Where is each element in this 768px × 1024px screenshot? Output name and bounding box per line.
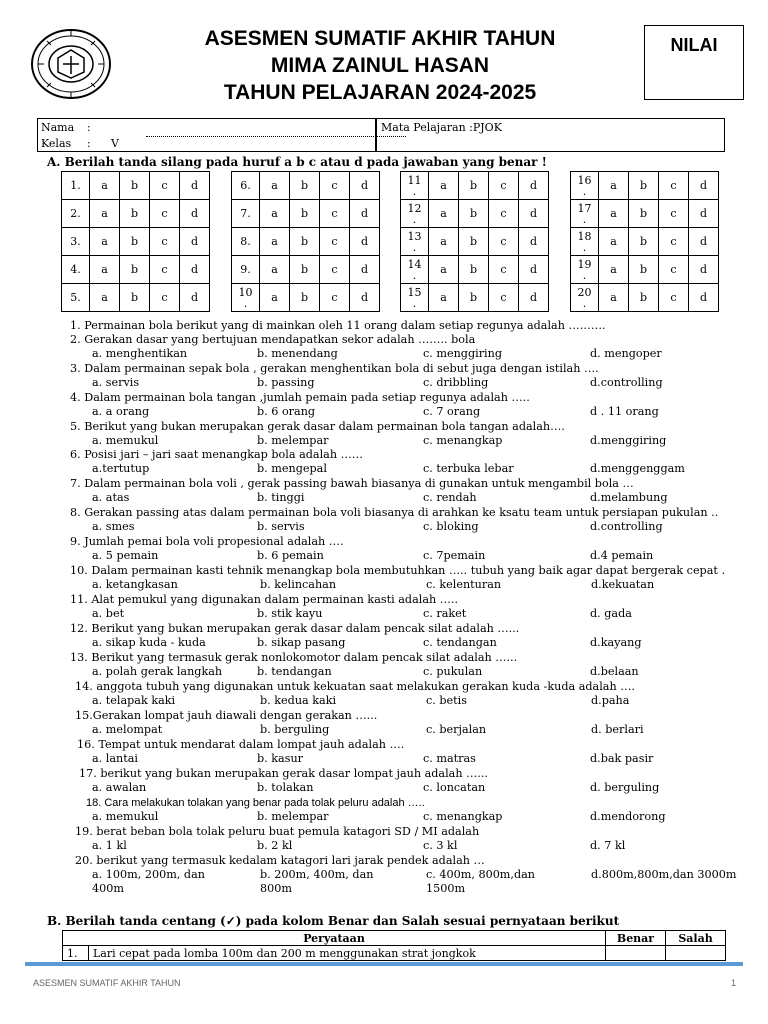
answer-option[interactable]: c [320,256,350,284]
question-option-continued: 800m [260,882,292,895]
question-text: 3. Dalam permainan sepak bola , gerakan menghentikan bola di sebut juga dengan istilah …. [70,362,599,375]
answer-option[interactable]: a [260,256,290,284]
answer-number: 4. [62,256,90,284]
answer-option[interactable]: c [659,172,689,200]
answer-option[interactable]: d [180,200,210,228]
question-option: b. servis [257,520,305,533]
answer-option[interactable]: d [519,200,549,228]
answer-option[interactable]: c [489,284,519,312]
question-option: b. melempar [257,810,329,823]
question-option: d. 7 kl [590,839,626,852]
question-option-continued: 400m [92,882,124,895]
question-text: 7. Dalam permainan bola voli , gerak passing bawah biasanya di gunakan untuk mengambil bola … [70,477,634,490]
answer-option[interactable]: c [659,200,689,228]
question-option-continued: 1500m [426,882,466,895]
question-option: a. servis [92,376,140,389]
answer-option[interactable]: a [599,172,629,200]
true-false-table [62,930,726,961]
question-text: 5. Berikut yang bukan merupakan gerak dasar dalam permainan bola tangan adalah…. [70,420,565,433]
statement-header: Peryataan [63,931,606,946]
question-text: 19. berat beban bola tolak peluru buat pemula katagori SD / MI adalah [75,825,480,838]
question-option: a. menghentikan [92,347,188,360]
question-option: c. raket [423,607,467,620]
true-checkbox[interactable] [606,946,666,961]
exam-title: ASESMEN SUMATIF AKHIR TAHUN [204,27,556,50]
question-option: b. 2 kl [257,839,293,852]
answer-option[interactable]: a [599,228,629,256]
answer-option[interactable]: d [180,172,210,200]
question-option: d.mendorong [590,810,666,823]
question-option: c. 7pemain [423,549,486,562]
question-option: a. smes [92,520,135,533]
answer-option[interactable]: b [120,228,150,256]
answer-option[interactable]: b [629,200,659,228]
question-option: c. kelenturan [426,578,502,591]
question-option: c. bloking [423,520,479,533]
school-name: MIMA ZAINUL HASAN [270,54,490,77]
answer-option[interactable]: b [290,256,320,284]
question-option: b. melempar [257,434,329,447]
answer-option[interactable]: a [260,200,290,228]
answer-grid [61,171,210,312]
answer-option[interactable]: b [459,200,489,228]
answer-option[interactable]: d [519,172,549,200]
answer-option[interactable]: c [150,284,180,312]
answer-option[interactable]: a [599,200,629,228]
answer-option[interactable]: b [629,228,659,256]
question-option: b. kelincahan [260,578,337,591]
question-option: a. 1 kl [92,839,127,852]
answer-option[interactable]: d [180,284,210,312]
question-option: d.menggenggam [590,462,685,475]
answer-option[interactable]: b [120,172,150,200]
answer-option[interactable]: d [350,200,380,228]
answer-number: 5. [62,284,90,312]
question-text: 8. Gerakan passing atas dalam permainan bola voli biasanya di arahkan ke ksatu team untuk persiapan pukulan .. [70,506,719,519]
question-option: a. melompat [92,723,163,736]
question-option: b. kasur [257,752,304,765]
question-option: d.controlling [590,520,663,533]
answer-option[interactable]: c [489,228,519,256]
subject-label: Mata Pelajaran :PJOK [381,121,502,134]
answer-option[interactable]: a [599,284,629,312]
answer-grid [231,171,380,312]
question-option: c. tendangan [423,636,497,649]
answer-number: 10 . [232,284,260,312]
question-text: 17. berikut yang bukan merupakan gerak dasar lompat jauh adalah …... [79,767,488,780]
answer-option[interactable]: c [150,256,180,284]
question-option: d. berlari [591,723,644,736]
question-text: 15.Gerakan lompat jauh diawali dengan gerakan …... [75,709,378,722]
answer-option[interactable]: c [150,228,180,256]
question-text: 2. Gerakan dasar yang bertujuan mendapatkan sekor adalah …….. bola [70,333,476,346]
answer-number: 14 . [401,256,429,284]
question-text: 18. Cara melakukan tolakan yang benar pada tolak peluru adalah ….. [86,797,425,809]
question-option: a. memukul [92,434,159,447]
question-option: c. loncatan [423,781,486,794]
answer-option[interactable]: c [150,200,180,228]
answer-number: 3. [62,228,90,256]
question-option: b. sikap pasang [257,636,346,649]
question-option: c. betis [426,694,467,707]
school-logo-icon [30,28,112,100]
answer-number: 16 . [571,172,599,200]
answer-option[interactable]: a [260,228,290,256]
question-option: d.kekuatan [591,578,655,591]
answer-option[interactable]: b [290,284,320,312]
page-number: 1 [731,978,737,988]
question-option: b. tinggi [257,491,305,504]
answer-number: 12 . [401,200,429,228]
question-option: d.menggiring [590,434,667,447]
question-option: b. menendang [257,347,338,360]
question-option: a. polah gerak langkah [92,665,223,678]
answer-option[interactable]: b [459,228,489,256]
class-value: V [111,137,119,150]
answer-option[interactable]: c [489,256,519,284]
answer-option[interactable]: b [120,200,150,228]
question-option: a. lantai [92,752,138,765]
score-box [644,25,744,100]
answer-number: 7. [232,200,260,228]
question-option: a. atas [92,491,130,504]
question-option: d.controlling [590,376,663,389]
question-option: b. tolakan [257,781,314,794]
question-text: 16. Tempat untuk mendarat dalam lompat jauh adalah …. [77,738,405,751]
answer-option[interactable]: d [689,172,719,200]
name-colon: : [87,121,91,134]
question-option: b. 200m, 400m, dan [260,868,374,881]
footer-title: ASESMEN SUMATIF AKHIR TAHUN [33,978,181,988]
question-option: d.4 pemain [590,549,654,562]
answer-option[interactable]: b [459,284,489,312]
question-option: b. kedua kaki [260,694,337,707]
name-field[interactable] [146,136,406,137]
answer-option[interactable]: b [120,284,150,312]
question-option: c. rendah [423,491,477,504]
answer-option[interactable]: b [290,200,320,228]
answer-number: 13 . [401,228,429,256]
question-text: 9. Jumlah pemai bola voli propesional adalah …. [70,535,344,548]
answer-option[interactable]: d [350,284,380,312]
section-a-instruction: A. Berilah tanda silang pada huruf a b c atau d pada jawaban yang benar ! [47,155,547,169]
question-option: d.bak pasir [590,752,654,765]
answer-option[interactable]: a [260,172,290,200]
answer-option[interactable]: a [599,256,629,284]
question-option: c. terbuka lebar [423,462,514,475]
answer-option[interactable]: d [180,256,210,284]
answer-option[interactable]: b [629,256,659,284]
question-option: d. gada [590,607,632,620]
answer-option[interactable]: c [150,172,180,200]
answer-option[interactable]: c [320,200,350,228]
question-text: 10. Dalam permainan kasti tehnik menangkap bola membutuhkan ….. tubuh yang baik agar dapat bergerak cepat . [70,564,725,577]
answer-option[interactable]: b [120,256,150,284]
question-option: c. pukulan [423,665,483,678]
answer-option[interactable]: d [689,200,719,228]
answer-number: 8. [232,228,260,256]
footer-rule [25,962,743,966]
answer-number: 1. [62,172,90,200]
answer-option[interactable]: d [689,256,719,284]
question-option: c. 7 orang [423,405,481,418]
question-text: 1. Permainan bola berikut yang di mainkan oleh 11 orang dalam setiap regunya adalah ………. [70,319,606,332]
class-label: Kelas [41,137,72,150]
answer-grid [570,171,719,312]
question-text: 6. Posisi jari – jari saat menangkap bola adalah …… [70,448,363,461]
answer-option[interactable]: a [429,256,459,284]
question-option: c. dribbling [423,376,489,389]
false-checkbox[interactable] [666,946,726,961]
true-header: Benar [606,931,666,946]
question-option: a. sikap kuda - kuda [92,636,206,649]
question-option: d.kayang [590,636,642,649]
question-text: 20. berikut yang termasuk kedalam katagori lari jarak pendek adalah … [75,854,485,867]
answer-option[interactable]: a [90,284,120,312]
answer-option[interactable]: a [260,284,290,312]
question-option: d . 11 orang [590,405,659,418]
answer-option[interactable]: c [489,200,519,228]
answer-option[interactable]: b [290,228,320,256]
question-option: b. stik kayu [257,607,323,620]
answer-option[interactable]: b [629,172,659,200]
answer-option[interactable]: d [180,228,210,256]
score-label: NILAI [670,35,718,55]
answer-option[interactable]: a [90,228,120,256]
answer-option[interactable]: d [689,284,719,312]
answer-option[interactable]: b [629,284,659,312]
answer-option[interactable]: d [689,228,719,256]
question-option: d. berguling [590,781,660,794]
answer-number: 20 . [571,284,599,312]
question-option: b. 6 pemain [257,549,324,562]
question-option: b. 6 orang [257,405,316,418]
divider [375,119,377,151]
question-option: c. 400m, 800m,dan [426,868,536,881]
answer-option[interactable]: d [350,228,380,256]
question-option: c. menangkap [423,434,503,447]
academic-year: TAHUN PELAJARAN 2024-2025 [223,81,537,104]
question-option: a. 5 pemain [92,549,159,562]
answer-option[interactable]: a [90,200,120,228]
answer-number: 15 . [401,284,429,312]
answer-option[interactable]: d [519,284,549,312]
question-option: b. berguling [260,723,330,736]
answer-option[interactable]: a [429,228,459,256]
question-option: d.paha [591,694,630,707]
answer-option[interactable]: a [429,200,459,228]
question-option: c. matras [423,752,476,765]
question-option: c. menggiring [423,347,503,360]
answer-option[interactable]: c [659,284,689,312]
answer-option[interactable]: b [290,172,320,200]
question-option: d.800m,800m,dan 3000m [591,868,737,881]
question-text: 4. Dalam permainan bola tangan ,jumlah pemain pada setiap regunya adalah ….. [70,391,530,404]
answer-option[interactable]: c [659,256,689,284]
question-option: a. memukul [92,810,159,823]
question-option: b. passing [257,376,315,389]
question-option: a. awalan [92,781,147,794]
question-option: a. a orang [92,405,150,418]
answer-option[interactable]: c [320,172,350,200]
answer-option[interactable]: d [519,228,549,256]
question-option: b. mengepal [257,462,327,475]
question-option: d.melambung [590,491,668,504]
answer-number: 6. [232,172,260,200]
row-number: 1. [63,946,89,961]
answer-option[interactable]: d [350,256,380,284]
answer-option[interactable]: a [429,284,459,312]
answer-option[interactable]: a [90,172,120,200]
answer-option[interactable]: c [320,228,350,256]
answer-option[interactable]: d [350,172,380,200]
question-text: 14. anggota tubuh yang digunakan untuk kekuatan saat melakukan gerakan kuda -kuda adalah …. [75,680,635,693]
question-option: c. menangkap [423,810,503,823]
answer-option[interactable]: b [459,172,489,200]
answer-number: 11 . [401,172,429,200]
statement-text: Lari cepat pada lomba 100m dan 200 m menggunakan strat jongkok [89,946,606,961]
answer-option[interactable]: a [429,172,459,200]
question-text: 12. Berikut yang bukan merupakan gerak dasar dalam pencak silat adalah …... [70,622,520,635]
question-option: c. berjalan [426,723,487,736]
answer-number: 18 . [571,228,599,256]
question-option: a. ketangkasan [92,578,178,591]
answer-option[interactable]: c [320,284,350,312]
question-option: a. 100m, 200m, dan [92,868,205,881]
answer-grid [400,171,549,312]
answer-number: 17 . [571,200,599,228]
answer-option[interactable]: c [659,228,689,256]
answer-number: 9. [232,256,260,284]
answer-option[interactable]: a [90,256,120,284]
answer-option[interactable]: b [459,256,489,284]
section-b-instruction: B. Berilah tanda centang (✓) pada kolom Benar dan Salah sesuai pernyataan berikut [47,914,620,928]
answer-number: 2. [62,200,90,228]
question-text: 13. Berikut yang termasuk gerak nonlokomotor dalam pencak silat adalah …... [70,651,518,664]
class-colon: : [87,137,91,150]
question-option: d.belaan [590,665,639,678]
question-option: a. telapak kaki [92,694,176,707]
question-option: d. mengoper [590,347,662,360]
answer-option[interactable]: c [489,172,519,200]
identity-box [37,118,725,152]
question-option: a.tertutup [92,462,150,475]
question-option: c. 3 kl [423,839,458,852]
false-header: Salah [666,931,726,946]
question-option: b. tendangan [257,665,332,678]
answer-option[interactable]: d [519,256,549,284]
name-label: Nama [41,121,75,134]
question-option: a. bet [92,607,125,620]
answer-number: 19 . [571,256,599,284]
question-text: 11. Alat pemukul yang digunakan dalam permainan kasti adalah ….. [70,593,459,606]
